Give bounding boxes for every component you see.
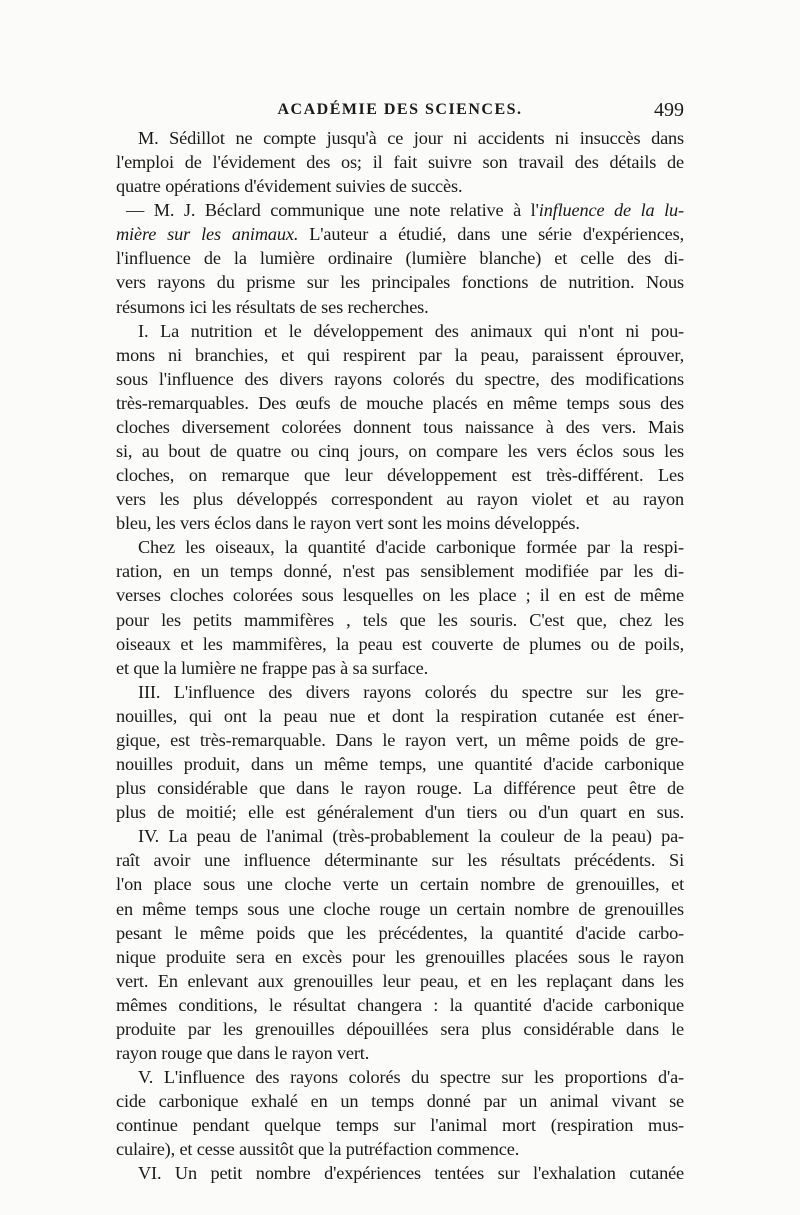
text-line: [116, 463, 684, 487]
line-text: M. Sédillot ne compte jusqu'à ce jour ni accidents ni insuccès dans: [138, 128, 684, 148]
line-text: mons ni branchies, et qui respirent par la peau, paraissent éprouver,: [116, 344, 684, 365]
text-line: [116, 150, 684, 174]
italic-title: influence de la lu-: [538, 200, 684, 221]
line-text: culaire), et cesse aussitôt que la putréfaction commence.: [116, 1139, 520, 1160]
italic-title: mière sur les animaux.: [116, 224, 299, 245]
line-text: vert. En enlevant aux grenouilles leur peau, et en les replaçant dans les: [116, 970, 684, 991]
line-text-continued: L'auteur a étudié, dans une série d'expériences,: [298, 224, 685, 245]
running-head: [116, 96, 684, 124]
line-text: cloches, on remarque que leur développement est très-différent. Les: [116, 465, 684, 486]
page-number: 499: [654, 99, 684, 121]
text-line: [116, 439, 684, 463]
line-text: l'on place sous une cloche verte un certain nombre de grenouilles, et: [116, 874, 684, 895]
line-text: produite par les grenouilles dépouillées sera plus considérable dans le: [116, 1018, 684, 1039]
text-line: [116, 174, 684, 198]
text-line: [116, 608, 684, 632]
line-text: — M. J. Béclard communique une note relative à l': [126, 200, 539, 221]
line-text: l'emploi de l'évidement des os; il fait suivre son travail des détails de: [116, 152, 684, 173]
text-line: [116, 198, 684, 222]
text-line: [116, 800, 684, 824]
text-line: [116, 993, 684, 1017]
line-text: rayon rouge que dans le rayon vert.: [116, 1042, 370, 1063]
line-text: ration, en un temps donné, n'est pas sensiblement modifiée par les di-: [116, 561, 684, 582]
line-text: continue pendant quelque temps sur l'animal mort (respiration mus-: [116, 1115, 684, 1136]
line-text: quatre opérations d'évidement suivies de succès.: [116, 176, 463, 197]
text-line: [116, 632, 684, 656]
line-text: plus considérable que dans le rayon rouge. La différence peut être de: [116, 778, 684, 799]
line-text: nouilles produit, dans un même temps, une quantité d'acide carbonique: [116, 754, 684, 775]
text-line: [116, 824, 684, 848]
text-line: [116, 1041, 684, 1065]
line-text: oiseaux et les mammifères, la peau est couverte de plumes ou de poils,: [116, 633, 684, 654]
line-text: mêmes conditions, le résultat changera : la quantité d'acide carbonique: [116, 994, 684, 1015]
text-line: [116, 969, 684, 993]
running-title: ACADÉMIE DES SCIENCES.: [277, 101, 523, 118]
line-text: nique produite sera en excès pour les grenouilles placées sous le rayon: [116, 946, 684, 967]
text-line: [116, 680, 684, 704]
text-line: [116, 487, 684, 511]
text-line: [116, 728, 684, 752]
line-text: résumons ici les résultats de ses recherches.: [116, 296, 429, 317]
line-text: si, au bout de quatre ou cinq jours, on compare les vers éclos sous les: [116, 441, 684, 462]
line-text: nouilles, qui ont la peau nue et dont la respiration cutanée est éner-: [116, 705, 684, 726]
line-text: bleu, les vers éclos dans le rayon vert sont les moins développés.: [116, 513, 580, 534]
text-line: [116, 222, 684, 246]
text-line: [116, 535, 684, 559]
line-text: pour les petits mammifères , tels que les souris. C'est que, chez les: [116, 609, 684, 630]
text-line: [116, 921, 684, 945]
text-line: [116, 872, 684, 896]
text-line: [116, 1017, 684, 1041]
line-text: III. L'influence des divers rayons colorés du spectre sur les gre-: [138, 681, 684, 702]
line-text: pesant le même poids que les précédentes, la quantité d'acide carbo-: [116, 922, 684, 943]
line-text: gique, est très-remarquable. Dans le rayon vert, un même poids de gre-: [116, 729, 684, 750]
text-line: [116, 583, 684, 607]
text-line: [116, 367, 684, 391]
text-line: [116, 776, 684, 800]
body-text: [116, 126, 684, 1185]
line-text: plus de moitié; elle est généralement d'un tiers ou d'un quart en sus.: [116, 802, 684, 823]
text-line: [116, 270, 684, 294]
line-text: I. La nutrition et le développement des animaux qui n'ont ni pou-: [138, 320, 684, 341]
line-text: Chez les oiseaux, la quantité d'acide carbonique formée par la respi-: [138, 537, 684, 558]
text-line: [116, 295, 684, 319]
line-text: vers rayons du prisme sur les principales fonctions de nutrition. Nous: [116, 272, 684, 293]
line-text: très-remarquables. Des œufs de mouche placés en même temps sous des: [116, 392, 684, 413]
text-line: [116, 848, 684, 872]
line-text: IV. La peau de l'animal (très-probablement la couleur de la peau) pa-: [138, 826, 684, 847]
text-line: [116, 945, 684, 969]
text-line: [116, 559, 684, 583]
line-text: cloches diversement colorées donnent tous naissance à des vers. Mais: [116, 416, 684, 437]
text-line: [116, 1065, 684, 1089]
text-line: [116, 656, 684, 680]
text-line: [116, 1161, 684, 1185]
text-line: [116, 126, 684, 150]
text-line: [116, 415, 684, 439]
line-text: vers les plus développés correspondent au rayon violet et au rayon: [116, 489, 684, 510]
line-text: l'influence de la lumière ordinaire (lumière blanche) et celle des di-: [116, 248, 684, 269]
line-text: cide carbonique exhalé en un temps donné par un animal vivant se: [116, 1091, 684, 1112]
text-line: [116, 391, 684, 415]
text-line: [116, 511, 684, 535]
line-text: raît avoir une influence déterminante sur les résultats précédents. Si: [116, 850, 684, 871]
line-text: V. L'influence des rayons colorés du spectre sur les proportions d'a-: [138, 1067, 684, 1088]
line-text: sous l'influence des divers rayons colorés du spectre, des modifications: [116, 368, 684, 389]
text-line: [116, 897, 684, 921]
line-text: en même temps sous une cloche rouge un certain nombre de grenouilles: [116, 898, 684, 919]
line-text: et que la lumière ne frappe pas à sa surface.: [116, 657, 428, 678]
text-line: [116, 752, 684, 776]
line-text: verses cloches colorées sous lesquelles on les place ; il en est de même: [116, 585, 684, 606]
text-line: [116, 246, 684, 270]
line-text: VI. Un petit nombre d'expériences tentées sur l'exhalation cutanée: [138, 1163, 684, 1184]
text-line: [116, 704, 684, 728]
text-line: [116, 343, 684, 367]
text-line: [116, 1113, 684, 1137]
text-line: [116, 319, 684, 343]
text-line: [116, 1089, 684, 1113]
text-line: [116, 1137, 684, 1161]
